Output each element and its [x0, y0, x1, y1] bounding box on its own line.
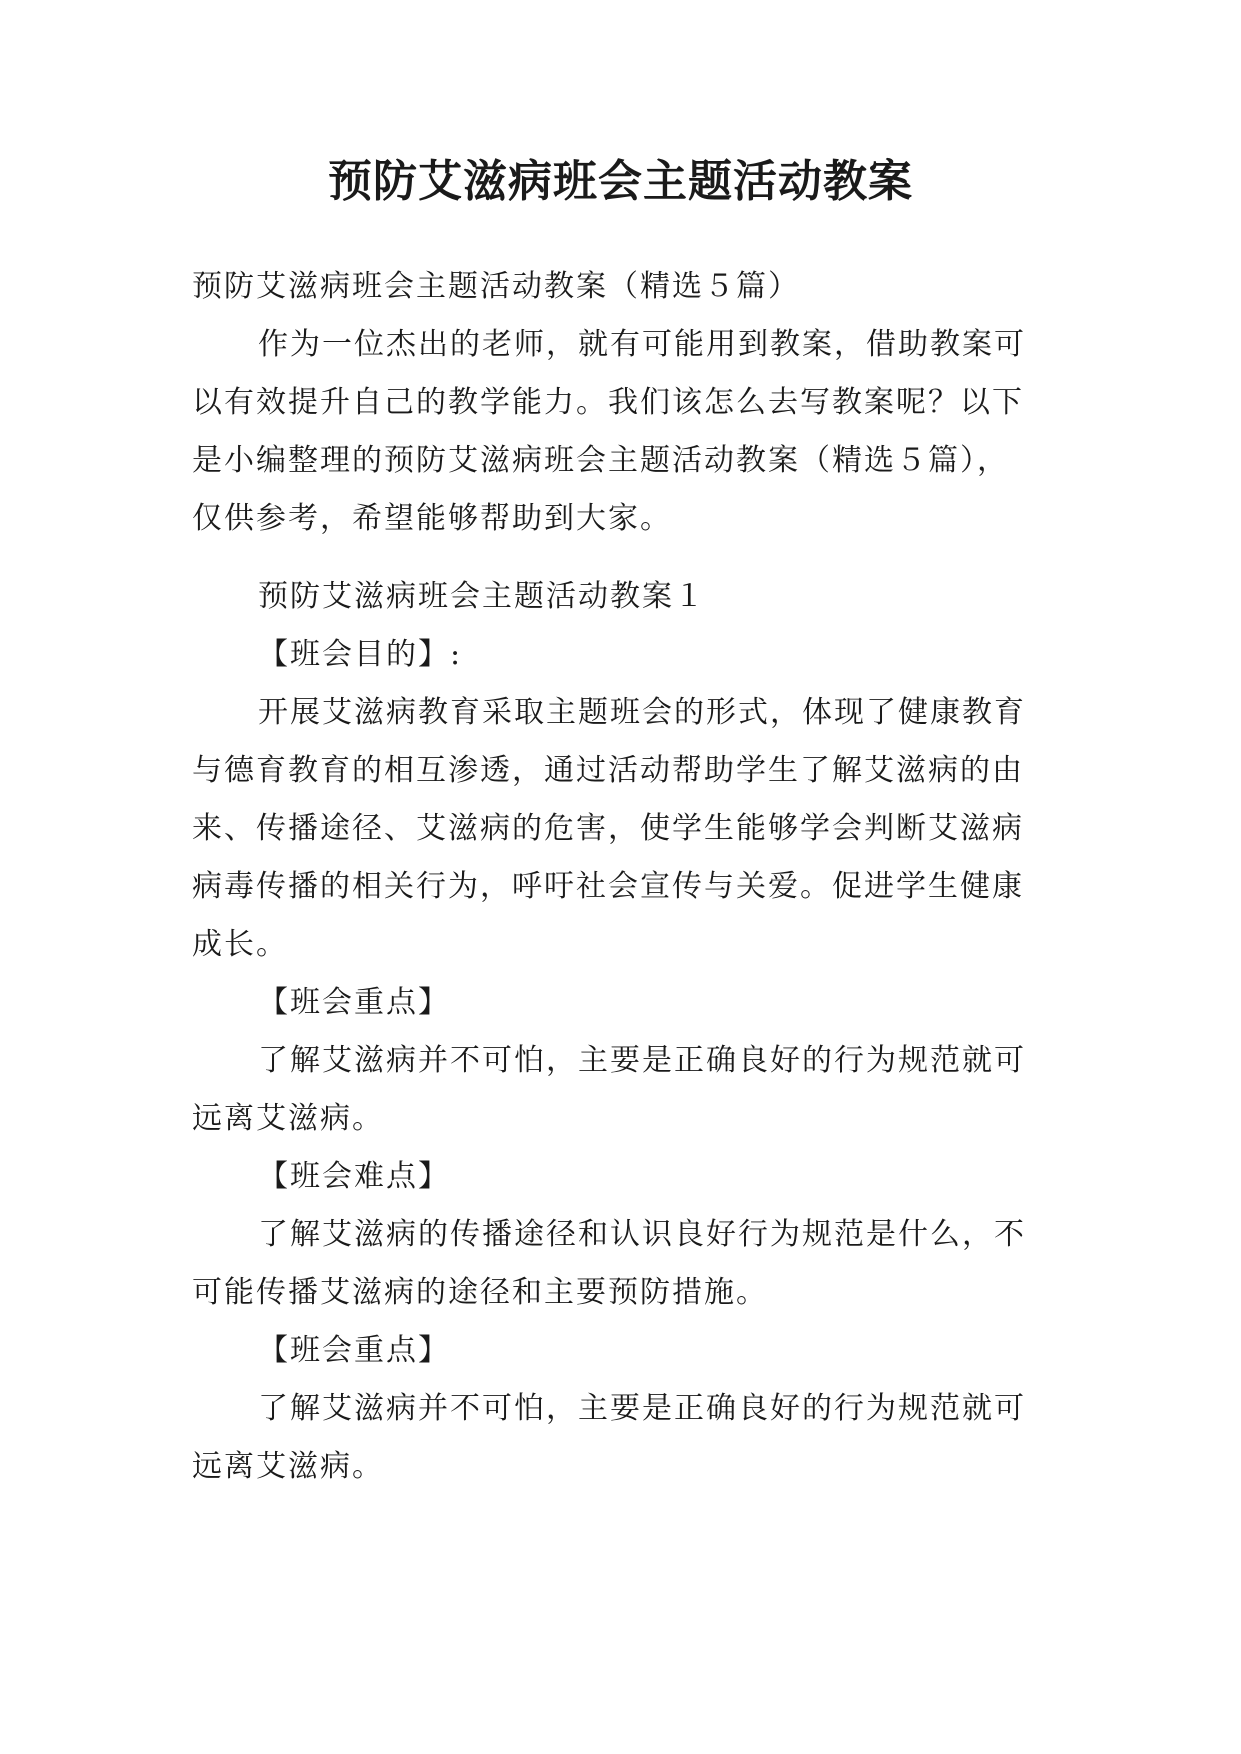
purpose-line: 来、传播途径、艾滋病的危害，使学生能够学会判断艾滋病: [192, 811, 1024, 846]
purpose-line: 病毒传播的相关行为，呼吁社会宣传与关爱。促进学生健康: [192, 869, 1024, 904]
purpose-label: 【班会目的】:: [258, 637, 463, 672]
key-line: 远离艾滋病。: [192, 1101, 384, 1136]
purpose-line: 成长。: [192, 927, 288, 962]
section-1: [192, 568, 1052, 1496]
key-label: 【班会重点】: [258, 985, 450, 1020]
intro-line: 作为一位杰出的老师，就有可能用到教案，借助教案可: [258, 327, 1026, 362]
difficulty-label: 【班会难点】: [258, 1159, 450, 1194]
purpose-line: 与德育教育的相互渗透，通过活动帮助学生了解艾滋病的由: [192, 753, 1024, 788]
key2-line: 了解艾滋病并不可怕，主要是正确良好的行为规范就可: [258, 1391, 1026, 1426]
key-line: 了解艾滋病并不可怕，主要是正确良好的行为规范就可: [258, 1043, 1026, 1078]
purpose-line: 开展艾滋病教育采取主题班会的形式，体现了健康教育: [258, 695, 1026, 730]
intro-line: 是小编整理的预防艾滋病班会主题活动教案（精选５篇），: [192, 443, 1009, 478]
section-heading: 预防艾滋病班会主题活动教案１: [258, 579, 706, 614]
intro-line: 以有效提升自己的教学能力。我们该怎么去写教案呢？以下: [192, 385, 1024, 420]
intro-block: [192, 258, 1052, 548]
intro-heading: 预防艾滋病班会主题活动教案（精选５篇）: [192, 269, 800, 304]
difficulty-line: 可能传播艾滋病的途径和主要预防措施。: [192, 1275, 768, 1310]
document-title: 预防艾滋病班会主题活动教案: [328, 156, 913, 207]
key2-label: 【班会重点】: [258, 1333, 450, 1368]
key2-line: 远离艾滋病。: [192, 1449, 384, 1484]
intro-line: 仅供参考，希望能够帮助到大家。: [192, 501, 672, 536]
difficulty-line: 了解艾滋病的传播途径和认识良好行为规范是什么，不: [258, 1217, 1026, 1252]
